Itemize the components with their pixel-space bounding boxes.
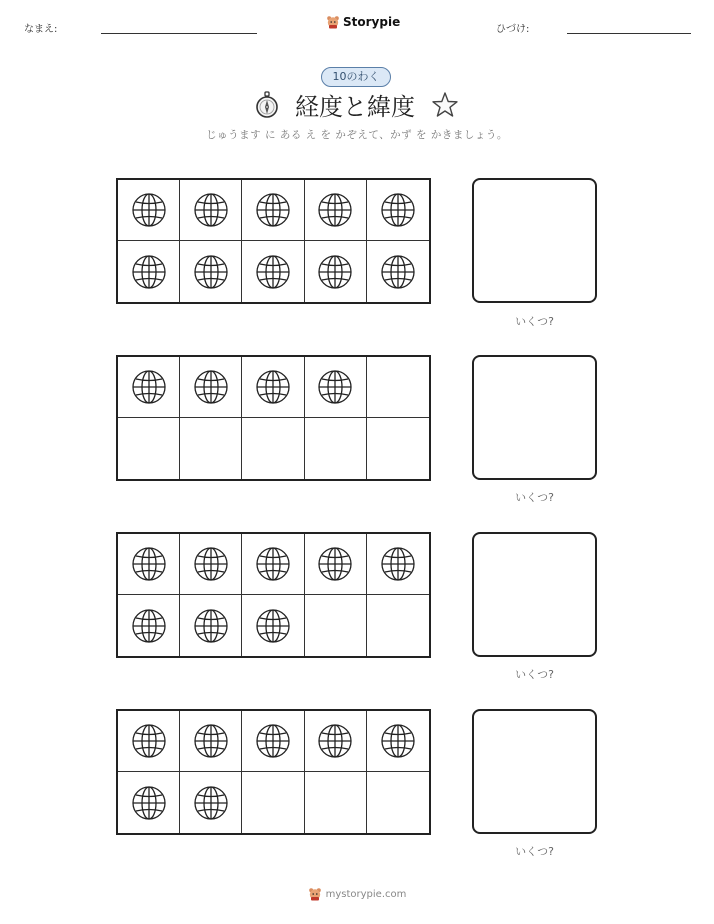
globe-icon xyxy=(317,369,353,405)
frame-cell xyxy=(305,772,367,833)
globe-icon xyxy=(193,723,229,759)
answer-box-1[interactable] xyxy=(472,178,597,303)
globe-icon xyxy=(193,608,229,644)
globe-icon xyxy=(255,369,291,405)
count-prompt-2: いくつ? xyxy=(515,491,554,504)
ten-frame-2 xyxy=(116,355,431,481)
globe-icon xyxy=(131,369,167,405)
ten-frame-1 xyxy=(116,178,431,304)
globe-icon xyxy=(380,192,416,228)
brand-name: Storypie xyxy=(343,15,401,29)
frame-cell xyxy=(242,357,304,418)
footer-site: mystorypie.com xyxy=(325,888,407,900)
count-prompt-1: いくつ? xyxy=(515,315,554,328)
globe-icon xyxy=(131,723,167,759)
frame-cell xyxy=(242,180,304,241)
frame-cell xyxy=(180,241,242,302)
globe-icon xyxy=(131,546,167,582)
globe-icon xyxy=(317,723,353,759)
frame-cell xyxy=(118,418,180,479)
frame-cell xyxy=(305,357,367,418)
footer xyxy=(0,887,714,901)
frame-cell xyxy=(305,418,367,479)
globe-icon xyxy=(193,192,229,228)
frame-cell xyxy=(118,711,180,772)
count-prompt-3: いくつ? xyxy=(515,668,554,681)
frame-cell xyxy=(180,772,242,833)
ten-frame-badge: 10のわく xyxy=(321,67,391,87)
frame-cell xyxy=(305,241,367,302)
frame-cell xyxy=(242,241,304,302)
frame-cell xyxy=(367,241,429,302)
answer-box-2[interactable] xyxy=(472,355,597,480)
frame-cell xyxy=(367,772,429,833)
globe-icon xyxy=(193,546,229,582)
globe-icon xyxy=(255,254,291,290)
bear-logo-icon xyxy=(326,15,340,29)
frame-cell xyxy=(367,180,429,241)
frame-cell xyxy=(367,357,429,418)
answer-box-4[interactable] xyxy=(472,709,597,834)
globe-icon xyxy=(255,546,291,582)
globe-icon xyxy=(380,546,416,582)
frame-cell xyxy=(242,418,304,479)
frame-cell xyxy=(118,772,180,833)
globe-icon xyxy=(317,254,353,290)
compass-icon xyxy=(255,91,279,119)
globe-icon xyxy=(380,723,416,759)
globe-icon xyxy=(131,192,167,228)
frame-cell xyxy=(367,534,429,595)
frame-cell xyxy=(242,711,304,772)
frame-cell xyxy=(305,534,367,595)
globe-icon xyxy=(255,192,291,228)
globe-icon xyxy=(193,369,229,405)
frame-cell xyxy=(305,595,367,656)
frame-cell xyxy=(180,357,242,418)
frame-cell xyxy=(180,180,242,241)
globe-icon xyxy=(380,254,416,290)
globe-icon xyxy=(317,546,353,582)
ten-frame-3 xyxy=(116,532,431,658)
globe-icon xyxy=(131,254,167,290)
frame-cell xyxy=(118,595,180,656)
frame-cell xyxy=(180,534,242,595)
bear-logo-icon xyxy=(308,887,322,901)
frame-cell xyxy=(305,180,367,241)
frame-cell xyxy=(367,418,429,479)
frame-cell xyxy=(242,772,304,833)
globe-icon xyxy=(131,785,167,821)
page-title: 経度と緯度 xyxy=(295,93,415,121)
star-icon xyxy=(431,91,459,119)
answer-box-3[interactable] xyxy=(472,532,597,657)
count-prompt-4: いくつ? xyxy=(515,845,554,858)
frame-cell xyxy=(118,241,180,302)
globe-icon xyxy=(193,254,229,290)
date-label: ひづけ: xyxy=(496,24,530,35)
brand-logo xyxy=(326,15,400,29)
date-line[interactable] xyxy=(567,33,691,34)
frame-cell xyxy=(367,595,429,656)
frame-cell xyxy=(180,711,242,772)
frame-cell xyxy=(180,418,242,479)
frame-cell xyxy=(242,595,304,656)
frame-cell xyxy=(118,534,180,595)
name-label: なまえ: xyxy=(24,24,58,35)
globe-icon xyxy=(193,785,229,821)
frame-cell xyxy=(118,357,180,418)
globe-icon xyxy=(255,723,291,759)
frame-cell xyxy=(305,711,367,772)
globe-icon xyxy=(255,608,291,644)
frame-cell xyxy=(242,534,304,595)
globe-icon xyxy=(317,192,353,228)
instructions: じゅうます に ある え を かぞえて、かず を かきましょう。 xyxy=(206,129,508,141)
globe-icon xyxy=(131,608,167,644)
name-line[interactable] xyxy=(101,33,257,34)
ten-frame-4 xyxy=(116,709,431,835)
title-block xyxy=(0,87,714,125)
frame-cell xyxy=(118,180,180,241)
frame-cell xyxy=(367,711,429,772)
frame-cell xyxy=(180,595,242,656)
